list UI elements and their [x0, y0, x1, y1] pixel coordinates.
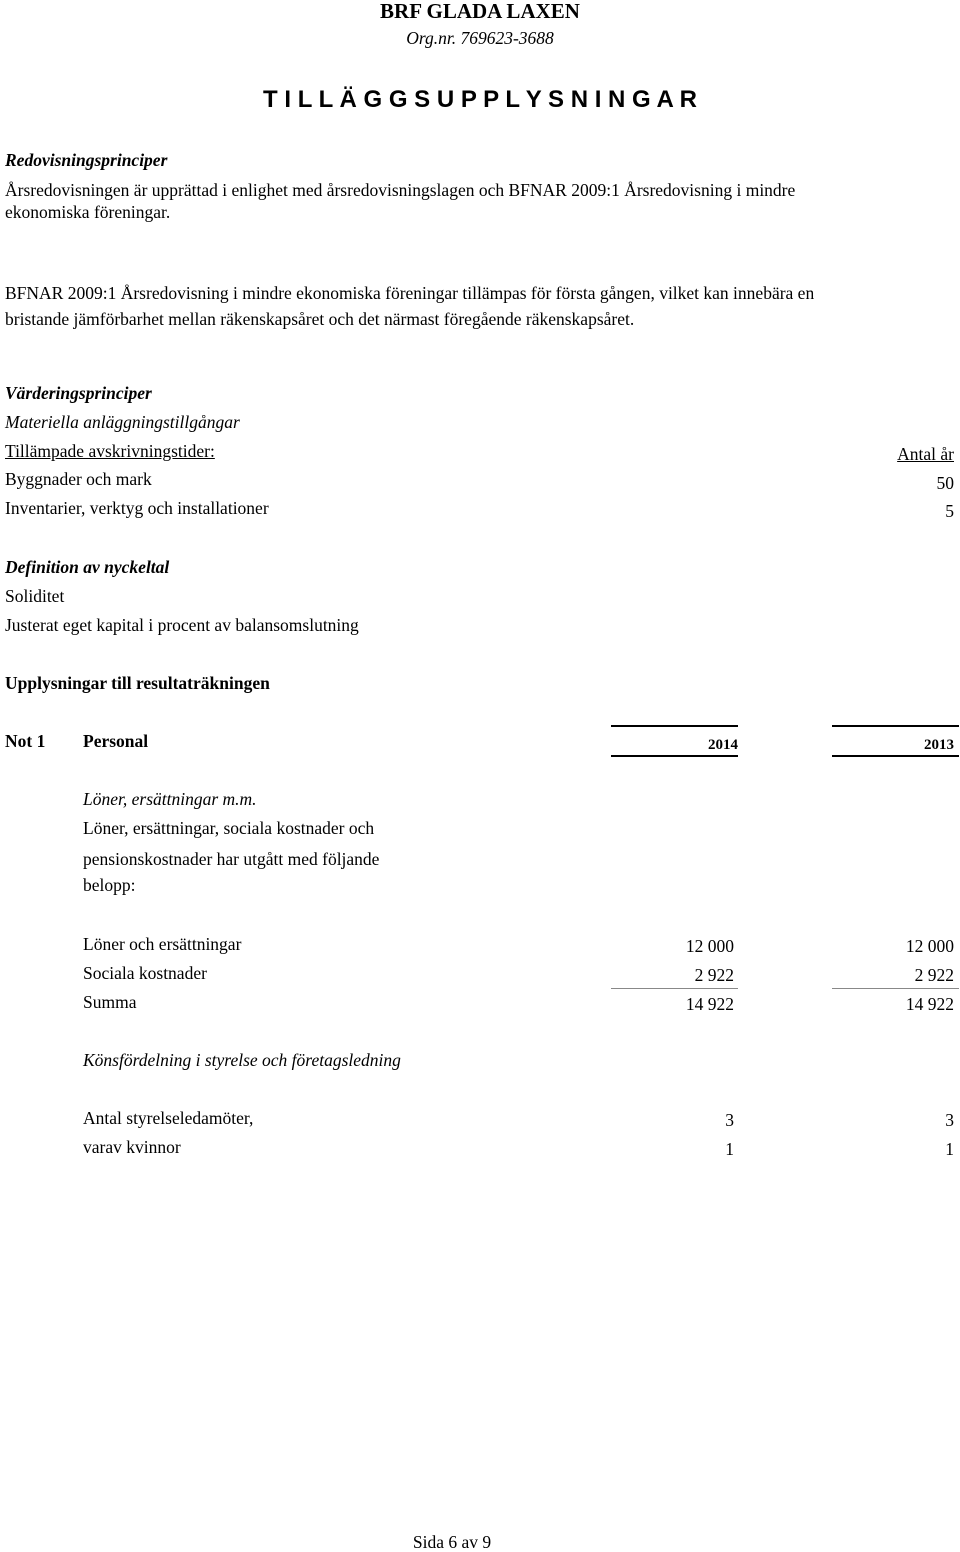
inventarier-value: 5	[945, 501, 954, 521]
loner-row-2013: 12 000	[905, 936, 954, 956]
note-title: Personal	[83, 731, 149, 751]
year1-header: 2014	[708, 737, 738, 753]
redovisning-text-line1: Årsredovisningen är upprättad i enlighet med årsredovisningslagen och BFNAR 2009:1 Årsredovisning i mindre	[5, 180, 796, 200]
redovisning-heading: Redovisningsprinciper	[5, 150, 168, 170]
sum2-rule	[832, 988, 959, 989]
konsfordelning-subheading: Könsfördelning i styrelse och företagsledning	[83, 1050, 401, 1070]
avskrivning-label: Tillämpade avskrivningstider:	[5, 441, 215, 461]
soliditet-definition: Justerat eget kapital i procent av balansomslutning	[5, 615, 359, 635]
sum1-rule	[611, 988, 738, 989]
org-number: Org.nr. 769623-3688	[406, 28, 554, 48]
byggnader-label: Byggnader och mark	[5, 469, 152, 489]
vardering-heading: Värderingsprinciper	[5, 383, 152, 403]
org-name: BRF GLADA LAXEN	[380, 0, 580, 23]
vardering-subheading: Materiella anläggningstillgångar	[5, 412, 240, 432]
loner-desc-line1: Löner, ersättningar, sociala kostnader och	[83, 818, 375, 838]
upplysningar-heading: Upplysningar till resultaträkningen	[5, 673, 270, 693]
note-number: Not 1	[5, 731, 46, 751]
sociala-row-2014: 2 922	[694, 965, 734, 985]
summa-row-2013: 14 922	[905, 994, 954, 1014]
loner-row-2014: 12 000	[685, 936, 734, 956]
redovisning-text2-line2: bristande jämförbarhet mellan räkenskapsåret och det närmast föregående räkenskapsåret.	[5, 309, 635, 329]
year1-top-rule	[611, 725, 738, 727]
styrelse-row-2013: 3	[945, 1110, 954, 1130]
byggnader-value: 50	[936, 473, 954, 493]
year2-header: 2013	[924, 737, 954, 753]
year2-bottom-rule	[832, 755, 959, 757]
antal-ar-header: Antal år	[897, 444, 954, 464]
loner-desc-line2: pensionskostnader har utgått med följande	[83, 849, 380, 869]
summa-row-2014: 14 922	[685, 994, 734, 1014]
loner-row-label: Löner och ersättningar	[83, 934, 242, 954]
styrelse-row-2014: 3	[725, 1110, 734, 1130]
page-title: T I L L Ä G G S U P P L Y S N I N G A R	[263, 86, 697, 113]
redovisning-text-line2: ekonomiska föreningar.	[5, 202, 171, 222]
nyckeltal-heading: Definition av nyckeltal	[5, 557, 170, 577]
redovisning-text2-line1: BFNAR 2009:1 Årsredovisning i mindre ekonomiska föreningar tillämpas för första gången, vilket kan innebära en	[5, 283, 815, 303]
kvinnor-row-2014: 1	[725, 1139, 734, 1159]
year2-top-rule	[832, 725, 959, 727]
kvinnor-row-2013: 1	[945, 1139, 954, 1159]
page-number: Sida 6 av 9	[412, 1532, 492, 1552]
summa-row-label: Summa	[83, 992, 137, 1012]
inventarier-label: Inventarier, verktyg och installationer	[5, 498, 269, 518]
loner-subheading: Löner, ersättningar m.m.	[83, 789, 257, 809]
loner-desc-line3: belopp:	[83, 875, 136, 895]
sociala-row-label: Sociala kostnader	[83, 963, 207, 983]
kvinnor-row-label: varav kvinnor	[83, 1137, 181, 1157]
sociala-row-2013: 2 922	[914, 965, 954, 985]
soliditet-term: Soliditet	[5, 586, 65, 606]
styrelse-row-label: Antal styrelseledamöter,	[83, 1108, 254, 1128]
year1-bottom-rule	[611, 755, 738, 757]
